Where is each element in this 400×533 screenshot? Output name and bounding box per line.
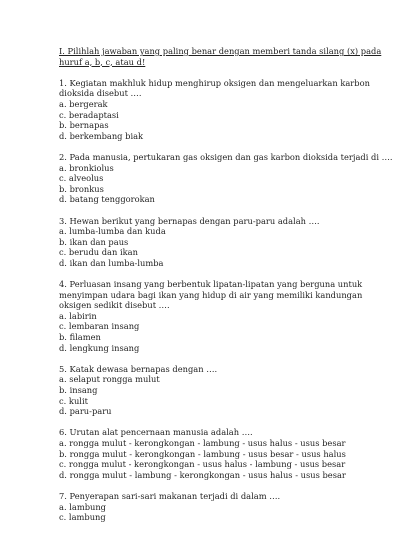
answer-option: c. kulit	[59, 395, 88, 406]
answer-option: b. insang	[59, 385, 98, 395]
question-text: 4. Perluasan insang yang berbentuk lipatan-lipatan yang berguna untuk menyimpan udara bagi ikan yang hidup di air yang memiliki kandungan oksigen sedikit disebut ….	[59, 279, 365, 311]
instruction-text: I. Pilihlah jawaban yang paling benar dengan memberi tanda silang (x) pada huruf a, b, c, atau d!	[59, 46, 382, 67]
question-4	[59, 279, 394, 353]
question-text: 7. Penyerapan sari-sari makanan terjadi di dalam ….	[59, 490, 281, 501]
answer-option: d. paru-paru	[59, 406, 112, 417]
question-5	[59, 364, 394, 417]
question-text: 1. Kegiatan makhluk hidup menghirup oksigen dan mengeluarkan karbon dioksida disebut ….	[59, 77, 373, 99]
question-1	[59, 78, 394, 142]
answer-option: a. bronkiolus	[59, 162, 114, 173]
answer-option: a. rongga mulut - kerongkongan - lambung - usus halus - usus besar	[59, 437, 346, 448]
question-3	[59, 216, 394, 269]
answer-option: c. beradaptasi	[59, 109, 119, 120]
answer-option: a. bergerak	[59, 98, 108, 109]
question-text: 6. Urutan alat pencernaan manusia adalah ….	[59, 427, 253, 438]
answer-option: c. berudu dan ikan	[59, 247, 138, 258]
answer-option: c. lembaran insang	[59, 321, 140, 332]
answer-option: b. rongga mulut - kerongkongan - lambung - usus besar - usus halus	[59, 448, 346, 459]
question-text: 2. Pada manusia, pertukaran gas oksigen dan gas karbon dioksida terjadi di ….	[59, 151, 393, 162]
worksheet-page	[59, 46, 394, 533]
question-7	[59, 491, 394, 523]
answer-option: c. rongga mulut - kerongkongan - usus halus - lambung - usus besar	[59, 459, 346, 470]
answer-option: c. alveolus	[59, 173, 104, 184]
question-2	[59, 152, 394, 205]
answer-option: d. ikan dan lumba-lumba	[59, 257, 164, 268]
answer-option: b. bernapas	[59, 120, 109, 131]
answer-option: d. batang tenggorokan	[59, 194, 155, 205]
answer-option: d. berkembang biak	[59, 130, 144, 141]
answer-option: d. lengkung insang	[59, 342, 140, 353]
question-text: 5. Katak dewasa bernapas dengan ….	[59, 363, 218, 374]
answer-option: a. labirin	[59, 310, 97, 321]
question-text: 3. Hewan berikut yang bernapas dengan paru-paru adalah ….	[59, 215, 320, 226]
answer-option: a. lumba-lumba dan kuda	[59, 226, 166, 237]
answer-option: a. lambung	[59, 501, 106, 512]
answer-option: c. lambung	[59, 512, 106, 523]
answer-option: b. bronkus	[59, 183, 104, 194]
answer-option: b. filamen	[59, 332, 101, 343]
answer-option: d. rongga mulut - lambung - kerongkongan - usus halus - usus besar	[59, 469, 346, 480]
answer-option: b. ikan dan paus	[59, 236, 129, 247]
answer-option: a. selaput rongga mulut	[59, 374, 160, 385]
question-6	[59, 427, 394, 480]
